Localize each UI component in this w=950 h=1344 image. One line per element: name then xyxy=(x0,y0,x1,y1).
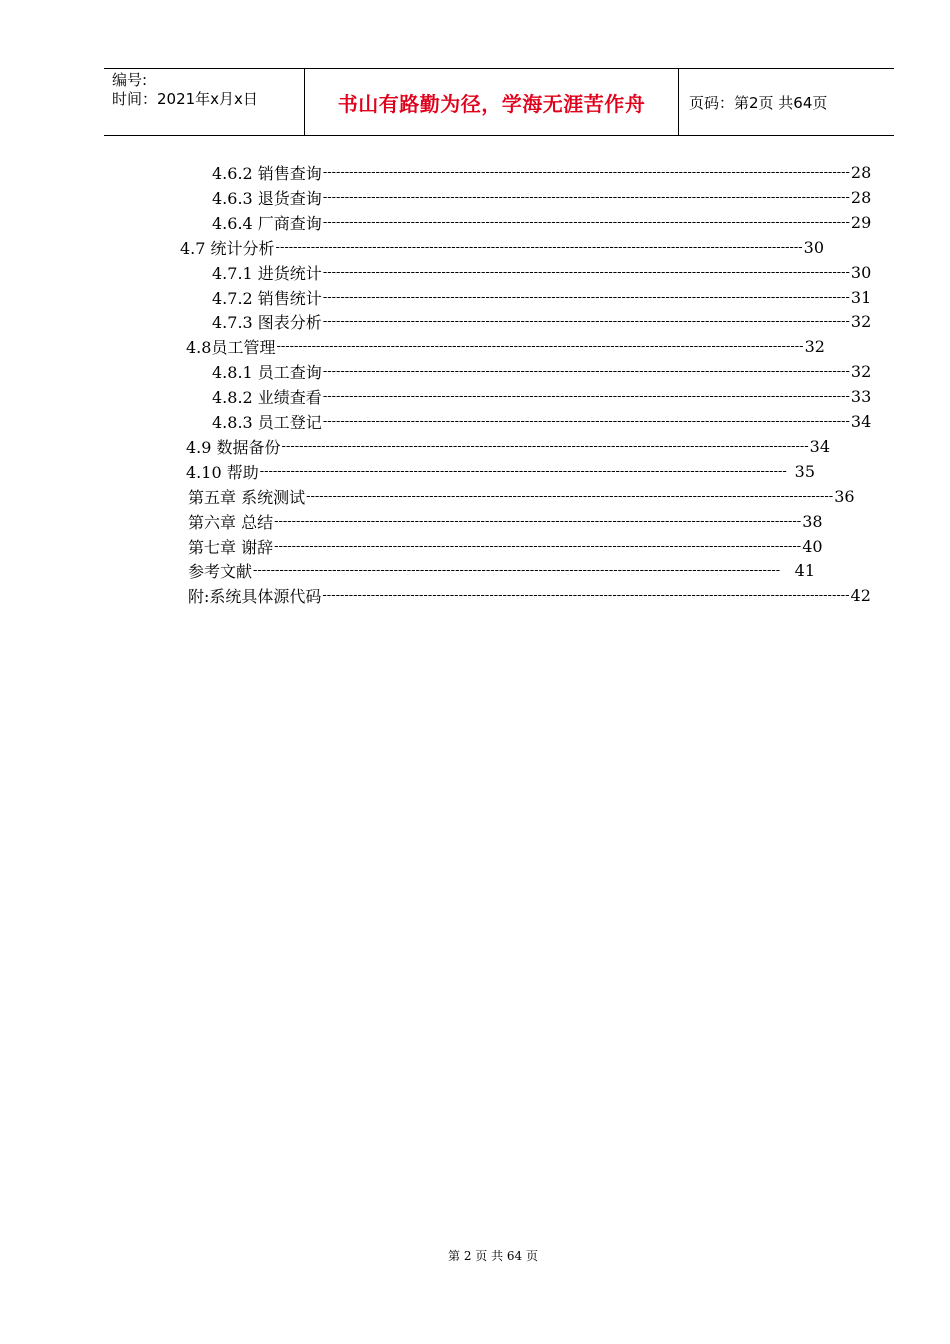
toc-entry-title: 附:系统具体源代码 xyxy=(188,587,322,607)
header-page-cell xyxy=(679,69,894,135)
toc-entry-page-number: 28 xyxy=(850,163,872,182)
toc-entry-page-number: 38 xyxy=(802,511,823,531)
toc-entry-page-number: 32 xyxy=(850,312,872,332)
toc-leader-dashes: ------------------------------------------------------------------------------------------------------------------------ xyxy=(274,538,802,554)
toc-entry-page-number: 32 xyxy=(850,362,872,382)
toc-entry-page-number: 40 xyxy=(802,536,823,556)
toc-leader-dashes: ------------------------------------------------------------------------------------------------------------------------ xyxy=(253,563,781,579)
toc-leader-dashes: ------------------------------------------------------------------------------------------------------------------------ xyxy=(322,389,850,405)
toc-entry-title: 4.7.1 进货统计 xyxy=(212,263,322,283)
toc-entry[interactable] xyxy=(188,558,815,583)
number-label: 编号: xyxy=(112,71,148,89)
toc-entry-page-number: 34 xyxy=(850,412,872,431)
toc-entry-page-number: 35 xyxy=(794,461,815,481)
toc-entry-page-number: 29 xyxy=(850,212,872,232)
toc-entry[interactable] xyxy=(212,185,872,210)
header-motto-cell xyxy=(305,69,679,135)
page-header xyxy=(104,68,894,136)
header-meta xyxy=(104,69,305,135)
toc-entry-title: 4.10 帮助 xyxy=(186,462,259,482)
toc-entry-title: 第七章 谢辞 xyxy=(188,537,274,557)
toc-entry[interactable] xyxy=(212,285,872,310)
toc-leader-dashes: ------------------------------------------------------------------------------------------------------------------------ xyxy=(275,239,803,255)
toc-entry[interactable] xyxy=(180,235,825,260)
toc-entry[interactable] xyxy=(212,160,872,185)
toc-entry-page-number: 34 xyxy=(809,436,831,456)
toc-leader-dashes: ------------------------------------------------------------------------------------------------------------------------ xyxy=(322,165,850,180)
toc-entry[interactable] xyxy=(188,583,871,608)
toc-entry-title: 4.8.1 员工查询 xyxy=(212,363,322,383)
toc-leader-dashes: ------------------------------------------------------------------------------------------------------------------------ xyxy=(322,414,850,429)
toc-entry[interactable] xyxy=(188,484,855,509)
toc-leader-dashes: ------------------------------------------------------------------------------------------------------------------------ xyxy=(322,189,850,205)
time-label: 时间：2021年x月x日 xyxy=(112,90,258,108)
toc-entry[interactable] xyxy=(186,434,831,459)
toc-entry-title: 4.6.3 退货查询 xyxy=(212,188,322,208)
toc-entry-title: 4.7 统计分析 xyxy=(180,238,275,258)
toc-entry-page-number: 41 xyxy=(794,561,815,581)
toc-entry[interactable] xyxy=(188,509,823,534)
toc-entry[interactable] xyxy=(186,334,825,359)
toc-leader-dashes: ------------------------------------------------------------------------------------------------------------------------ xyxy=(276,339,804,355)
toc-entry[interactable] xyxy=(212,309,872,334)
toc-entry-title: 4.8.2 业绩查看 xyxy=(212,388,322,408)
toc-leader-dashes: ------------------------------------------------------------------------------------------------------------------------ xyxy=(259,463,787,479)
toc-leader-dashes: ------------------------------------------------------------------------------------------------------------------------ xyxy=(322,314,850,330)
toc-entry[interactable] xyxy=(186,459,815,484)
toc-entry-page-number: 30 xyxy=(850,262,872,282)
toc-entry-title: 4.7.2 销售统计 xyxy=(212,288,322,308)
toc-entry-title: 4.6.4 厂商查询 xyxy=(212,213,322,233)
toc-entry[interactable] xyxy=(188,534,823,559)
toc-leader-dashes: ------------------------------------------------------------------------------------------------------------------------ xyxy=(281,438,809,454)
toc-entry-page-number: 28 xyxy=(850,187,872,207)
toc-entry[interactable] xyxy=(212,409,872,434)
toc-entry[interactable] xyxy=(212,260,872,285)
toc-leader-dashes: ------------------------------------------------------------------------------------------------------------------------ xyxy=(274,513,802,529)
toc-entry-page-number: 42 xyxy=(850,586,871,606)
toc-entry-page-number: 33 xyxy=(850,387,872,407)
toc-entry-page-number: 36 xyxy=(834,486,855,506)
toc-leader-dashes: ------------------------------------------------------------------------------------------------------------------------ xyxy=(322,264,850,280)
page-label: 页码：第2页 共64页 xyxy=(689,93,828,112)
toc-entry-title: 4.7.3 图表分析 xyxy=(212,313,322,333)
toc-entry-title: 4.9 数据备份 xyxy=(186,437,281,457)
toc-entry-title: 第六章 总结 xyxy=(188,512,274,532)
toc-entry-title: 4.6.2 销售查询 xyxy=(212,164,322,183)
toc-entry[interactable] xyxy=(212,210,872,235)
toc-entry-title: 第五章 系统测试 xyxy=(188,487,306,507)
toc-leader-dashes: ------------------------------------------------------------------------------------------------------------------------ xyxy=(322,214,850,230)
toc-leader-dashes: ------------------------------------------------------------------------------------------------------------------------ xyxy=(306,488,834,504)
toc-entry-page-number: 31 xyxy=(850,287,872,307)
motto-text: 书山有路勤为径，学海无涯苦作舟 xyxy=(337,91,646,116)
page-footer: 第 2 页 共 64 页 xyxy=(448,1249,538,1263)
toc-entry[interactable] xyxy=(212,359,872,384)
toc-entry-page-number: 32 xyxy=(804,337,825,357)
toc-entry-title: 参考文献 xyxy=(188,562,253,582)
toc-entry-page-number: 30 xyxy=(803,237,825,257)
toc-entry-title: 4.8员工管理 xyxy=(186,338,276,358)
toc-entry[interactable] xyxy=(212,384,872,409)
toc-entry-title: 4.8.3 员工登记 xyxy=(212,413,322,432)
toc-leader-dashes: ------------------------------------------------------------------------------------------------------------------------ xyxy=(322,364,850,380)
toc-leader-dashes: ------------------------------------------------------------------------------------------------------------------------ xyxy=(322,588,850,604)
toc-leader-dashes: ------------------------------------------------------------------------------------------------------------------------ xyxy=(322,289,850,305)
